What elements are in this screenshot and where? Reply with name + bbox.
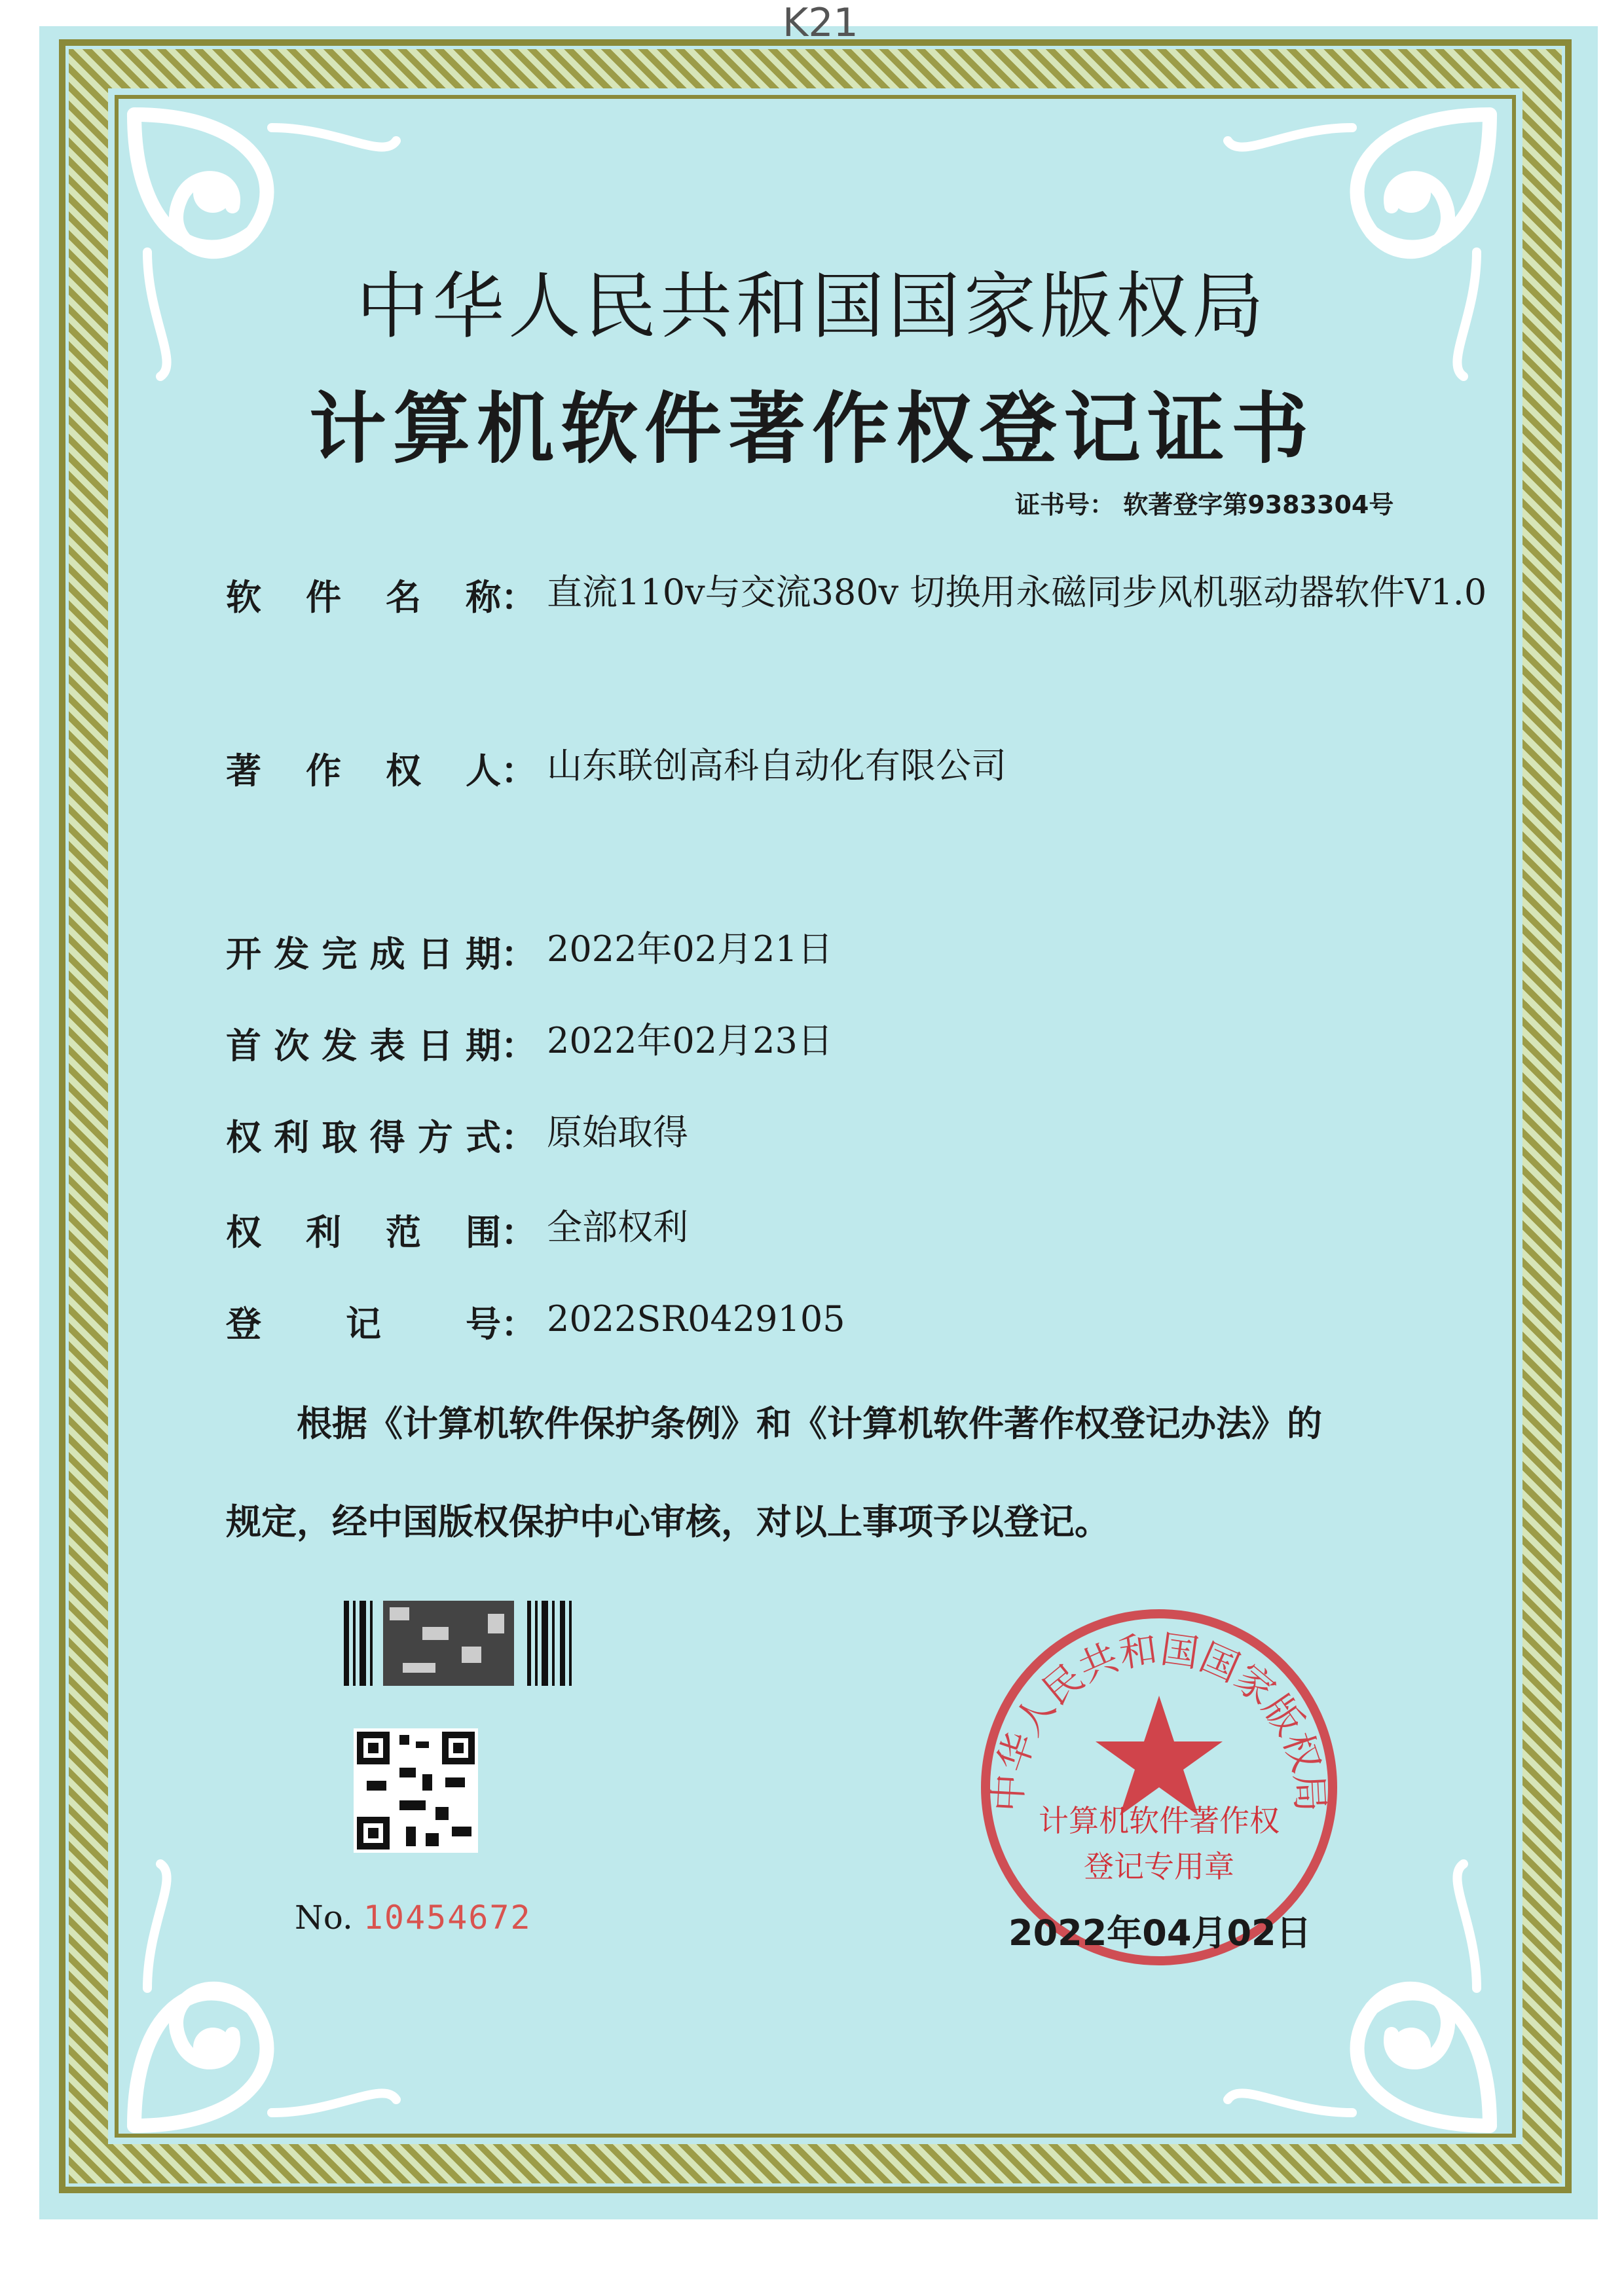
serial-number (295, 1899, 532, 1937)
field-colon: ： (501, 750, 536, 792)
statement-line-1: 根据《计算机软件保护条例》和《计算机软件著作权登记办法》的 (297, 1403, 1322, 1444)
seal-line-2: 登记专用章 (1084, 1849, 1234, 1884)
field-copyright-owner (226, 743, 1496, 793)
issue-date: 2022年04月02日 (1008, 1912, 1312, 1954)
barcode-icon (344, 1601, 580, 1686)
handwritten-mark: K21 (783, 0, 858, 46)
certificate-title: 计算机软件著作权登记证书 (308, 383, 1315, 474)
issuing-authority: 中华人民共和国国家版权局 (356, 264, 1268, 348)
seal-line-1: 计算机软件著作权 (1039, 1803, 1280, 1838)
field-colon: ： (501, 1116, 536, 1158)
seal-ring-text: 中华人民共和国国家版权局 (985, 1626, 1333, 1813)
field-completion-date (226, 926, 1496, 977)
certificate-number-value: 软著登字第9383304号 (1123, 490, 1394, 519)
field-value: 2022年02月21日 (547, 928, 833, 970)
statement-line-2: 规定，经中国版权保护中心审核，对以上事项予以登记。 (226, 1501, 1110, 1542)
field-publication-date (226, 1018, 1496, 1068)
field-label: 权利范围 (226, 1212, 501, 1253)
qr-code-icon (354, 1728, 478, 1853)
field-colon: ： (501, 1025, 536, 1066)
field-colon: ： (501, 933, 536, 975)
field-colon: ： (501, 1211, 536, 1253)
field-software-name (226, 570, 1496, 620)
certificate-number-label: 证书号： (1015, 490, 1115, 519)
field-acquisition-method (226, 1110, 1496, 1160)
field-label: 软件名称 (226, 577, 501, 618)
field-label: 开发完成日期 (226, 934, 501, 975)
field-label: 著作权人 (226, 750, 501, 792)
field-value: 山东联创高科自动化有限公司 (547, 745, 1006, 786)
field-registration-number (226, 1296, 1496, 1347)
field-value: 原始取得 (547, 1112, 688, 1153)
field-value: 2022SR0429105 (547, 1298, 845, 1339)
field-label: 首次发表日期 (226, 1025, 501, 1066)
field-colon: ： (501, 576, 536, 618)
serial-prefix: No. (295, 1899, 353, 1937)
field-value: 2022年02月23日 (547, 1020, 833, 1061)
field-value: 全部权利 (547, 1207, 688, 1248)
field-rights-scope (226, 1205, 1496, 1255)
certificate-number (1015, 484, 1393, 520)
serial-value: 10454672 (363, 1899, 532, 1937)
corner-ornament-icon (121, 1838, 422, 2139)
field-label: 权利取得方式 (226, 1117, 501, 1158)
field-value: 直流110v与交流380v 切换用永磁同步风机驱动器软件V1.0 (547, 572, 1487, 613)
field-label: 登记号 (226, 1303, 501, 1345)
field-colon: ： (501, 1303, 536, 1345)
